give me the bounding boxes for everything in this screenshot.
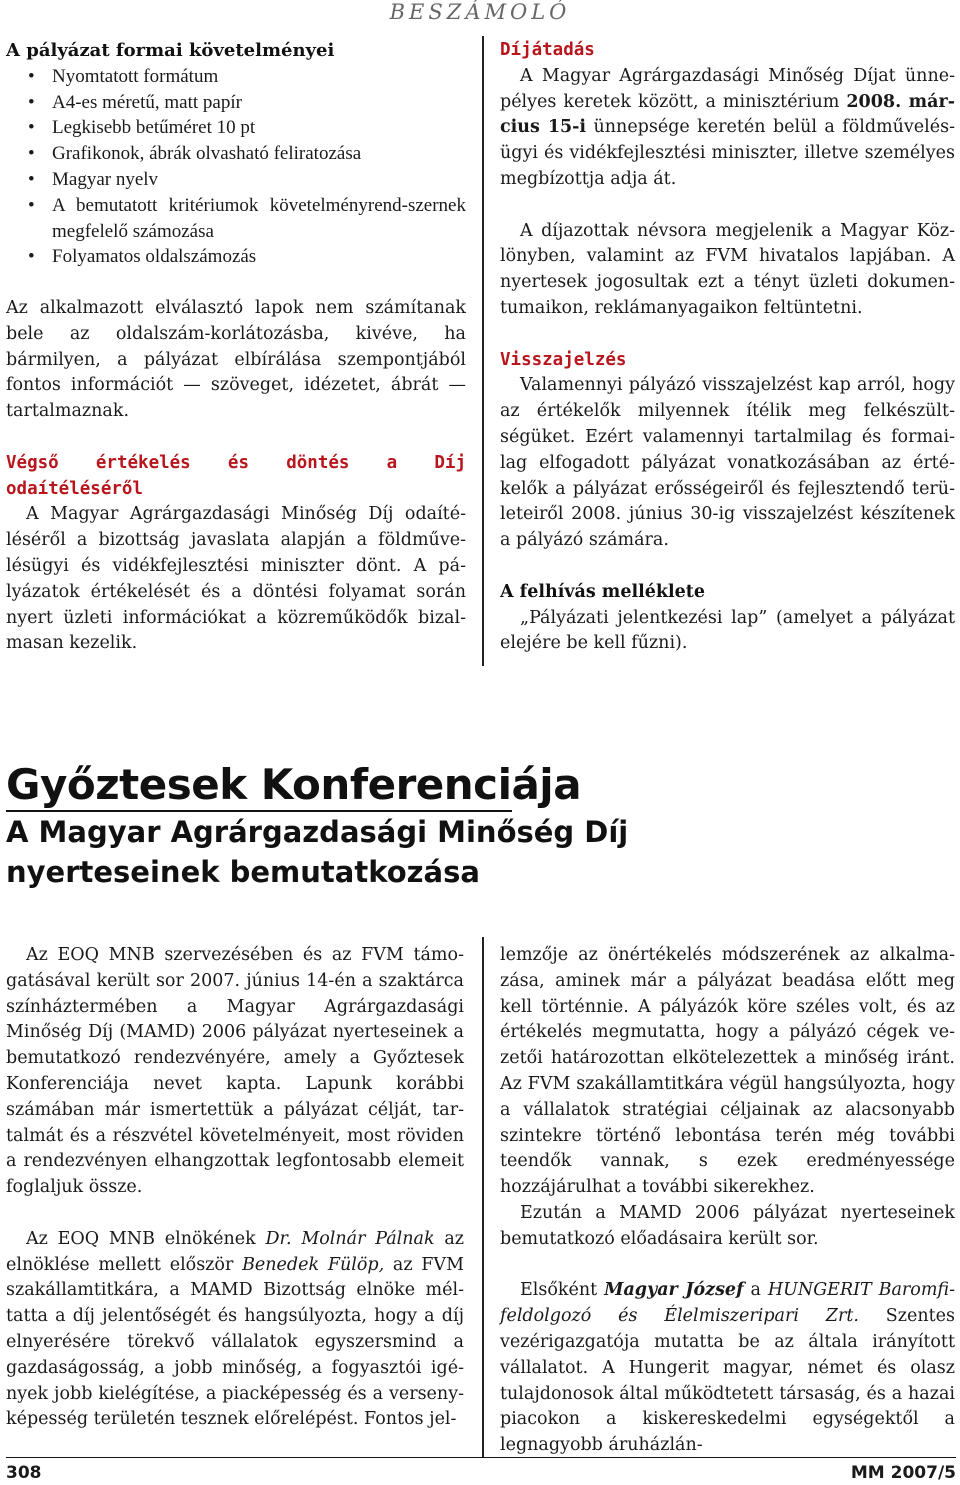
article-paragraph: Elsőként Magyar József a HUNGERIT Baromfifeldolgozó és Élelmiszeripari Zrt. Szentes vezérigazgatója mutatta be az általa irányított vállalatot. A Hungerit magyar, német és olasz tulajdonosok által működtetett társaság, és a hazai piacokon a kiskereskedelmi egységektől a legnagyobb áruházlán-	[500, 1280, 956, 1456]
article-intro-paragraph: Az EOQ MNB szervezésében és az FVM támogatásával került sor 2007. június 14-én a szaktárca színháztermében a Magyar Agrárgazdasági Minőség Díj (MAMD) 2006 pályázat nyerteseinek a bemutatkozó rendezvényére, amely a Győztesek Konferenciája nevet kapta. Lapunk korábbi számában már ismertettük a pályázat célját, tartalmát és a részvétel követelményeit, most röviden a rendezvényen elhangzottak legfontosabb elemeit foglaljuk össze.	[6, 945, 464, 1198]
article-title: Győztesek Konferenciája	[6, 760, 582, 809]
column-divider-top	[482, 36, 484, 666]
final-evaluation-heading: Végső értékelés és döntés a Díj odaítéléséről	[6, 452, 466, 499]
footer-rule	[6, 1457, 956, 1458]
list-item: • Folyamatos oldalszámozás	[6, 244, 466, 270]
article-paragraph: lemzője az önértékelés módszerének az alkalmazása, aminek már a pályázat beadása előtt meg kell történnie. A pályázók köre széles volt, és az értékelés megmutatta, hogy a pályázó cégek vezetői határozottan elkötelezettek a minőség iránt. Az FVM szakállamtitkára végül hangsúlyozta, hogy a vállalatok stratégiai céljainak az alacsonyabb szintekre történő lebontása terén még további teendők vannak, s ezek eredményessége hozzájárulhat a további sikerekhez.	[500, 945, 955, 1198]
final-evaluation-paragraph: A Magyar Agrárgazdasági Minőség Díj odaítéléséről a bizottság javaslata alapján a földművelésügyi és vidékfejlesztési miniszter dönt. A pályázatok értékelését és a döntési folyamat során nyert üzleti információkat a közreműködők bizalmasan kezelik.	[6, 504, 466, 654]
appendix-paragraph: „Pályázati jelentkezési lap” (amelyet a pályázat elejére be kell fűzni).	[500, 607, 955, 654]
left-bottom-column	[6, 943, 464, 1433]
left-top-column	[6, 38, 466, 657]
separator-pages-paragraph: Az alkalmazott elválasztó lapok nem számítanak bele az oldalszám-korlátozásba, kivéve, ha bármilyen, a pályázat elbírálása szempontjából fontos információt — szöveget, idézetet, ábrát — tartalmaznak.	[6, 297, 466, 422]
feedback-heading: Visszajelzés	[500, 349, 627, 370]
ceremony-date: 2008. március 15-i	[500, 91, 956, 138]
award-ceremony-paragraph: A Magyar Agrárgazdasági Minőség Díjat ünnepélyes keretek között, a minisztérium 2008. március 15-i ünnepsége keretén belül a földművelésügyi és vidékfejlesztési miniszter, illetve személyes megbízottja adja át.	[500, 65, 956, 189]
page-number: 308	[6, 1463, 42, 1483]
issue-label: MM 2007/5	[850, 1463, 956, 1483]
person-name: Dr. Molnár Pálnak	[265, 1228, 435, 1249]
person-name: Benedek Fülöp,	[242, 1254, 385, 1275]
feedback-paragraph: Valamennyi pályázó visszajelzést kap arról, hogy az értékelők milyennek ítélik meg felkészültségüket. Ezért valamennyi tartalmilag és formailag elfogadott pályázat vonatkozásában az értékelők a pályázat erősségeiről és fejlesztendő területeiről 2008. június 30-ig visszajelzést készítenek a pályázó számára.	[500, 375, 955, 551]
right-bottom-column	[500, 943, 955, 1459]
article-paragraph: Ezután a MAMD 2006 pályázat nyerteseinek bemutatkozó előadásaira került sor.	[500, 1202, 955, 1249]
list-item: • Nyomtatott formátum	[6, 64, 466, 90]
list-item: • A bemutatott kritériumok követelményrend-szernek megfelelő számozása	[6, 193, 466, 245]
appendix-heading: A felhívás melléklete	[500, 581, 706, 602]
article-subtitle: A Magyar Agrárgazdasági Minőség Díj nyerteseinek bemutatkozása	[6, 815, 629, 889]
person-name: Magyar József	[604, 1280, 744, 1301]
award-ceremony-heading: Díjátadás	[500, 40, 595, 60]
company-name: HUNGERIT Baromfifeldolgozó és Élelmiszeripari Zrt.	[500, 1280, 956, 1327]
list-item: • Magyar nyelv	[6, 167, 466, 193]
list-item: • Legkisebb betűméret 10 pt	[6, 115, 466, 141]
right-top-column	[500, 38, 955, 657]
section-label: BESZÁMOLÓ	[389, 0, 571, 24]
requirements-list	[6, 64, 466, 270]
article-paragraph: Az EOQ MNB elnökének Dr. Molnár Pálnak az elnöklése mellett először Benedek Fülöp, az FVM szakállamtitkára, a MAMD Bizottság elnöke méltatta a díj jelentőségét és hangsúlyozta, hogy a díj elnyerésére törekvő vállalatok egyszersmind a gazdaságosság, a jobb minőség, a fogyasztói igények jobb kielégítése, a piacképesség és a versenyképesség területén tesznek előrelépést. Fontos jel-	[6, 1228, 464, 1430]
list-item: • A4-es méretű, matt papír	[6, 90, 466, 116]
formal-requirements-heading: A pályázat formai követelményei	[6, 40, 335, 61]
winners-list-paragraph: A díjazottak névsora megjelenik a Magyar Közlönyben, valamint az FVM hivatalos lapjában. A nyertesek jogosultak ezt a tényt üzleti dokumentumaikon, reklámanyagaikon feltüntetni.	[500, 220, 955, 318]
list-item: • Grafikonok, ábrák olvasható feliratozása	[6, 141, 466, 167]
column-divider-bottom	[482, 937, 484, 1457]
